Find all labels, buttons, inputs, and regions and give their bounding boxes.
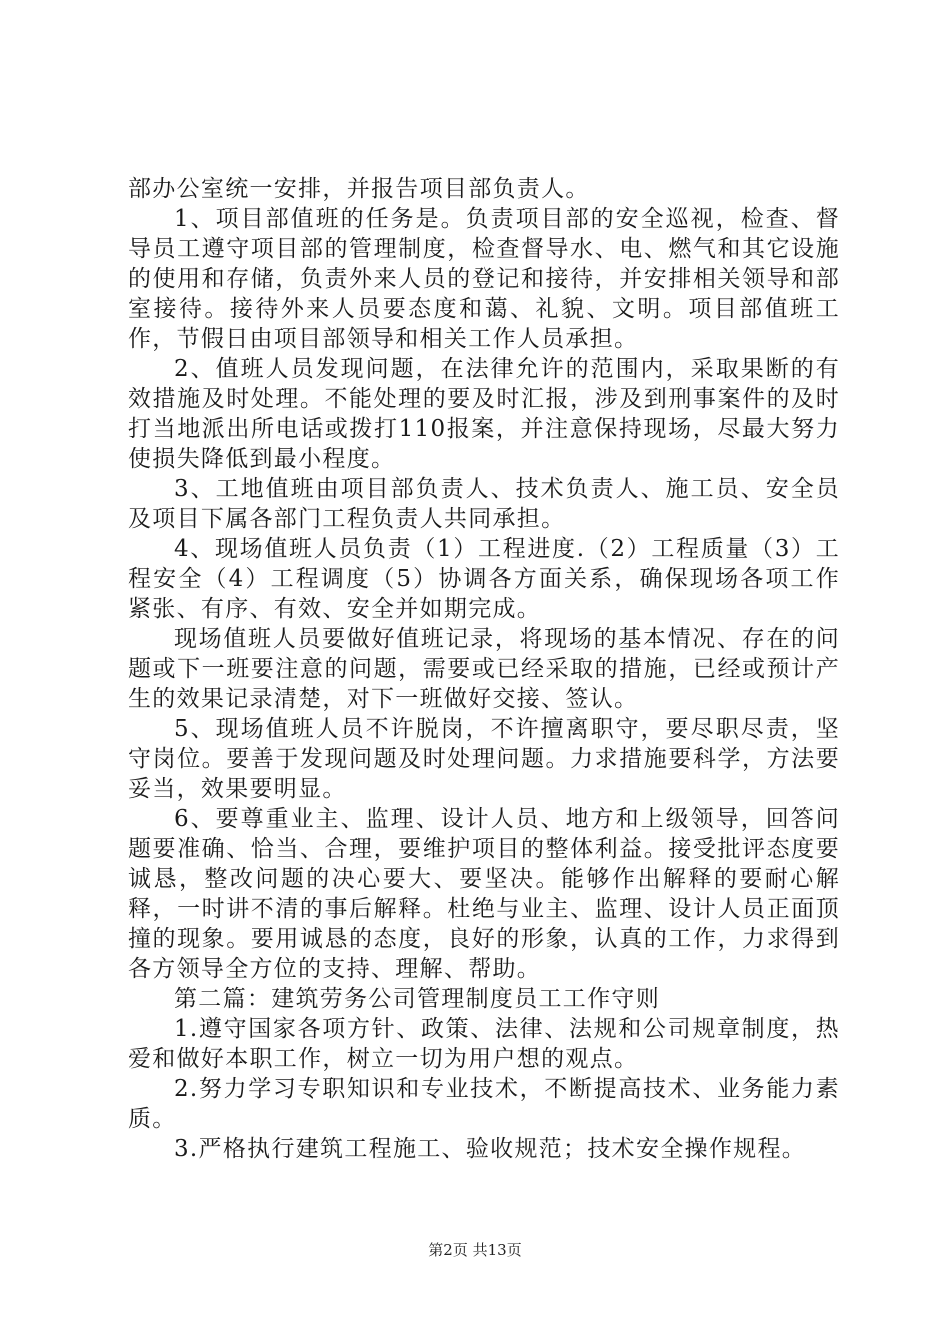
paragraph: 现场值班人员要做好值班记录，将现场的基本情况、存在的问题或下一班要注意的问题，需要或已经采取的措施，已经或预计产生的效果记录清楚，对下一班做好交接、签认。 (128, 626, 840, 712)
paragraph: 2、值班人员发现问题，在法律允许的范围内，采取果断的有效措施及时处理。不能处理的要及时汇报，涉及到刑事案件的及时打当地派出所电话或拨打110报案，并注意保持现场，尽最大努力使损失降低到最小程度。 (128, 356, 840, 472)
paragraph: 6、要尊重业主、监理、设计人员、地方和上级领导，回答问题要准确、恰当、合理，要维护项目的整体利益。接受批评态度要诚恳，整改问题的决心要大、要坚决。能够作出解释的要耐心解释，一时讲不清的事后解释。杜绝与业主、监理、设计人员正面顶撞的现象。要用诚恳的态度，良好的形象，认真的工作，力求得到各方领导全方位的支持、理解、帮助。 (128, 806, 840, 982)
paragraph: 1.遵守国家各项方针、政策、法律、法规和公司规章制度，热爱和做好本职工作，树立一切为用户想的观点。 (128, 1016, 840, 1072)
paragraph: 5、现场值班人员不许脱岗，不许擅离职守，要尽职尽责，坚守岗位。要善于发现问题及时处理问题。力求措施要科学，方法要妥当，效果要明显。 (128, 716, 840, 802)
page-number-footer: 第2页 共13页 (428, 1241, 522, 1259)
paragraph: 4、现场值班人员负责（1）工程进度.（2）工程质量（3）工程安全（4）工程调度（5）协调各方面关系，确保现场各项工作紧张、有序、有效、安全并如期完成。 (128, 536, 840, 622)
paragraph: 3.严格执行建筑工程施工、验收规范；技术安全操作规程。 (174, 1136, 807, 1162)
paragraph: 1、项目部值班的任务是。负责项目部的安全巡视，检查、督导员工遵守项目部的管理制度，检查督导水、电、燃气和其它设施的使用和存储，负责外来人员的登记和接待，并安排相关领导和部室接待。接待外来人员要态度和蔼、礼貌、文明。项目部值班工作，节假日由项目部领导和相关工作人员承担。 (128, 206, 840, 352)
section-heading: 第二篇：建筑劳务公司管理制度员工工作守则 (174, 986, 660, 1012)
paragraph: 2.努力学习专职知识和专业技术，不断提高技术、业务能力素质。 (128, 1076, 840, 1132)
document-body (128, 174, 840, 1164)
paragraph: 部办公室统一安排，并报告项目部负责人。 (128, 176, 590, 202)
paragraph: 3、工地值班由项目部负责人、技术负责人、施工员、安全员及项目下属各部门工程负责人共同承担。 (128, 476, 840, 532)
